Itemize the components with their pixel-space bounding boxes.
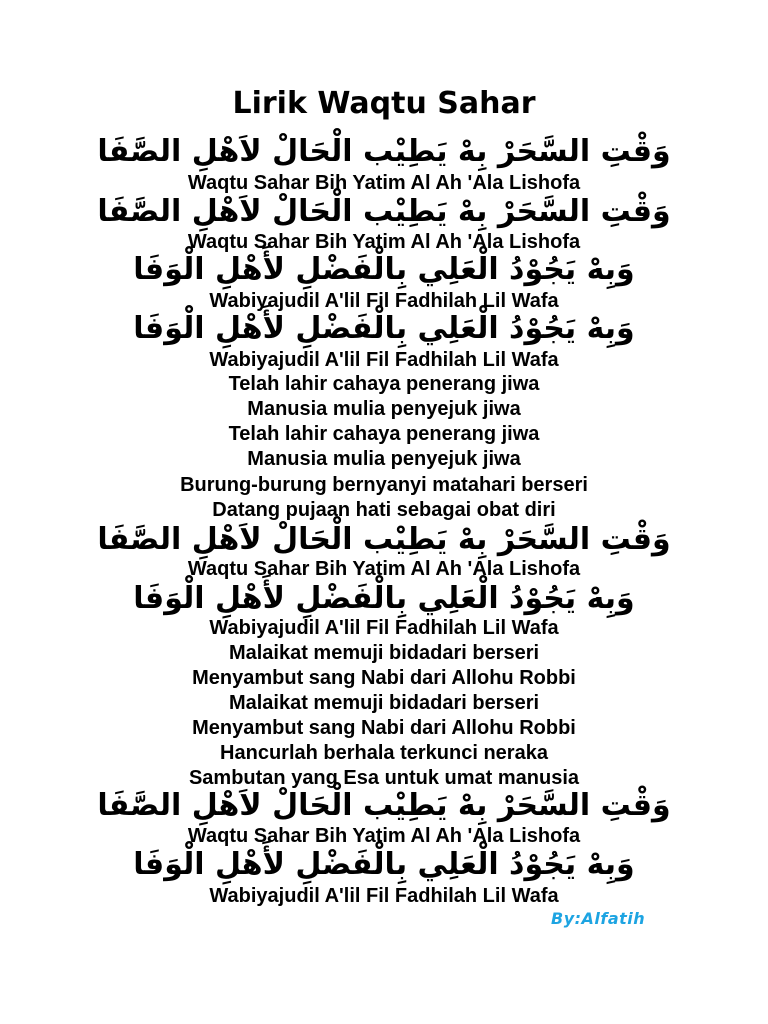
lyric-line-arabic: وَبِهْ يَجُوْدُ الْعَلِي بِالْفَضْلِ لأَهْلِ الْوَفَا <box>133 252 635 287</box>
lyric-line-arabic: وَبِهْ يَجُوْدُ الْعَلِي بِالْفَضْلِ لأَهْلِ الْوَفَا <box>133 311 635 346</box>
lyric-line-transliteration: Waqtu Sahar Bih Yatim Al Ah 'Ala Lishofa <box>187 231 581 253</box>
page-title: Lirik Waqtu Sahar <box>232 86 536 121</box>
lyric-line-indonesian: Datang pujaan hati sebagai obat diri <box>212 499 556 521</box>
lyric-line-arabic: وَقْتِ السَّحَرْ بِهْ يَطِيْب الْحَالْ لاَهْلِ الصَّفَا <box>97 134 671 169</box>
lyric-line-indonesian: Menyambut sang Nabi dari Allohu Robbi <box>192 667 576 689</box>
lyric-line-transliteration: Waqtu Sahar Bih Yatim Al Ah 'Ala Lishofa <box>187 558 581 580</box>
lyric-line-indonesian: Manusia mulia penyejuk jiwa <box>247 398 521 420</box>
lyric-line-arabic: وَبِهْ يَجُوْدُ الْعَلِي بِالْفَضْلِ لأَهْلِ الْوَفَا <box>133 581 635 616</box>
lyric-line-arabic: وَقْتِ السَّحَرْ بِهْ يَطِيْب الْحَالْ لاَهْلِ الصَّفَا <box>97 522 671 557</box>
lyric-line-transliteration: Wabiyajudil A'lil Fil Fadhilah Lil Wafa <box>209 349 559 371</box>
lyric-line-transliteration: Wabiyajudil A'lil Fil Fadhilah Lil Wafa <box>209 290 559 312</box>
lyric-line-arabic: وَقْتِ السَّحَرْ بِهْ يَطِيْب الْحَالْ لاَهْلِ الصَّفَا <box>97 194 671 229</box>
lyric-line-transliteration: Waqtu Sahar Bih Yatim Al Ah 'Ala Lishofa <box>187 172 581 194</box>
lyric-line-arabic: وَقْتِ السَّحَرْ بِهْ يَطِيْب الْحَالْ لاَهْلِ الصَّفَا <box>97 788 671 823</box>
lyric-line-arabic: وَبِهْ يَجُوْدُ الْعَلِي بِالْفَضْلِ لأَهْلِ الْوَفَا <box>133 847 635 882</box>
lyric-line-indonesian: Sambutan yang Esa untuk umat manusia <box>188 767 580 789</box>
lyric-line-indonesian: Burung-burung bernyanyi matahari berseri <box>180 474 588 496</box>
lyric-line-indonesian: Hancurlah berhala terkunci neraka <box>220 742 548 764</box>
lyric-line-indonesian: Malaikat memuji bidadari berseri <box>228 692 540 714</box>
lyric-line-transliteration: Wabiyajudil A'lil Fil Fadhilah Lil Wafa <box>209 885 559 907</box>
lyric-line-indonesian: Malaikat memuji bidadari berseri <box>228 642 540 664</box>
lyric-line-indonesian: Telah lahir cahaya penerang jiwa <box>228 423 540 445</box>
lyric-line-indonesian: Menyambut sang Nabi dari Allohu Robbi <box>192 717 576 739</box>
lyric-line-indonesian: Manusia mulia penyejuk jiwa <box>247 448 521 470</box>
author-credit: By:Alfatih <box>551 909 646 928</box>
lyric-line-indonesian: Telah lahir cahaya penerang jiwa <box>228 373 540 395</box>
lyric-line-transliteration: Wabiyajudil A'lil Fil Fadhilah Lil Wafa <box>209 617 559 639</box>
lyric-line-transliteration: Waqtu Sahar Bih Yatim Al Ah 'Ala Lishofa <box>187 825 581 847</box>
